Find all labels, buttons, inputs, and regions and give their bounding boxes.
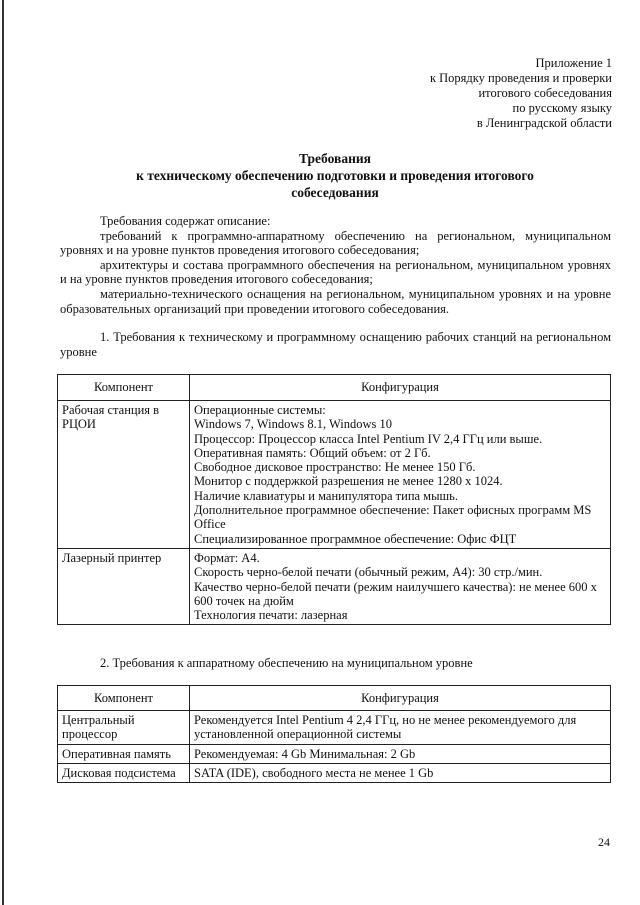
column-header-configuration: Конфигурация [190, 686, 611, 711]
page-number: 24 [598, 835, 610, 849]
configuration-cell: Рекомендуется Intel Pentium 4 2,4 ГГц, но не менее рекомендуемого для установленной операционной системы [190, 711, 611, 745]
table-header-row [58, 686, 611, 711]
config-line: Монитор с поддержкой разрешения не менее 1280 x 1024. [194, 474, 503, 489]
intro-lead: Требования содержат описание: [100, 214, 271, 228]
table-header-row [58, 375, 611, 401]
municipal-hardware-table [57, 685, 611, 783]
title-line: к техническому обеспечению подготовки и проведения итогового [136, 168, 534, 183]
appendix-line: по русскому языку [512, 101, 612, 115]
component-cell: Центральный процессор [58, 711, 190, 745]
appendix-line: Приложение 1 [535, 56, 612, 70]
component-cell: Дисковая подсистема [58, 763, 190, 782]
configuration-cell [190, 548, 611, 624]
table-row [58, 744, 611, 763]
appendix-line: к Порядку проведения и проверки [429, 71, 612, 85]
config-line: Оперативная память: Общий объем: от 2 Гб. [194, 445, 431, 460]
component-cell: Лазерный принтер [58, 548, 190, 624]
config-line: Технология печати: лазерная [194, 608, 348, 623]
page-edge-shadow [2, 0, 4, 905]
column-header-component: Компонент [58, 686, 190, 711]
column-header-configuration: Конфигурация [190, 375, 611, 401]
title-line: собеседования [291, 185, 379, 200]
config-line: Дополнительное программное обеспечение: Пакет офисных программ MS Office [194, 503, 592, 532]
config-line: Формат: А4. [194, 550, 260, 565]
table-row [58, 548, 611, 624]
table-row [58, 711, 611, 745]
intro-section [60, 214, 611, 316]
config-line: Процессор: Процессор класса Intel Pentium IV 2,4 ГГц или выше. [194, 431, 543, 446]
table-row [58, 401, 611, 549]
configuration-cell [190, 401, 611, 549]
table-row [58, 763, 611, 782]
config-line: Свободное дисковое пространство: Не менее 150 Гб. [194, 460, 476, 475]
component-cell: Оперативная память [58, 744, 190, 763]
intro-item: материально-технического оснащения на региональном, муниципальном уровнях и на уровне образовательных организаций при проведении итогового собеседования. [60, 286, 611, 316]
configuration-cell: SATA (IDE), свободного места не менее 1 Gb [190, 763, 611, 782]
config-line: Операционные системы: [194, 403, 326, 417]
configuration-cell: Рекомендуемая: 4 Gb Минимальная: 2 Gb [190, 744, 611, 763]
section-1-heading: 1. Требования к техническому и программному оснащению рабочих станций на региональном уровне [60, 330, 611, 359]
appendix-line: в Ленинградской области [476, 116, 612, 130]
document-title [60, 150, 610, 201]
intro-item: архитектуры и состава программного обеспечения на региональном, муниципальном уровнях и на уровне пунктов проведения итогового собеседования; [60, 257, 611, 287]
section-1 [60, 330, 611, 359]
component-cell: Рабочая станция в РЦОИ [58, 401, 190, 549]
appendix-line: итогового собеседования [478, 86, 612, 100]
config-line: Скорость черно-белой печати (обычный режим, А4): 30 стр./мин. [194, 565, 543, 580]
regional-workstation-table [57, 374, 611, 625]
config-line: Windows 7, Windows 8.1, Windows 10 [194, 417, 393, 432]
config-line: Специализированное программное обеспечение: Офис ФЦТ [194, 531, 517, 546]
section-2-heading: 2. Требования к аппаратному обеспечению на муниципальном уровне [100, 656, 473, 670]
appendix-note [352, 56, 612, 131]
config-line: Качество черно-белой печати (режим наилучшего качества): не менее 600 x 600 точек на дюйм [194, 579, 597, 608]
title-line: Требования [299, 151, 371, 166]
config-line: Наличие клавиатуры и манипулятора типа мышь. [194, 488, 458, 503]
column-header-component: Компонент [58, 375, 190, 401]
intro-item: требований к программно-аппаратному обеспечению на региональном, муниципальном уровнях и на уровне пунктов проведения итогового собеседования; [60, 228, 611, 258]
